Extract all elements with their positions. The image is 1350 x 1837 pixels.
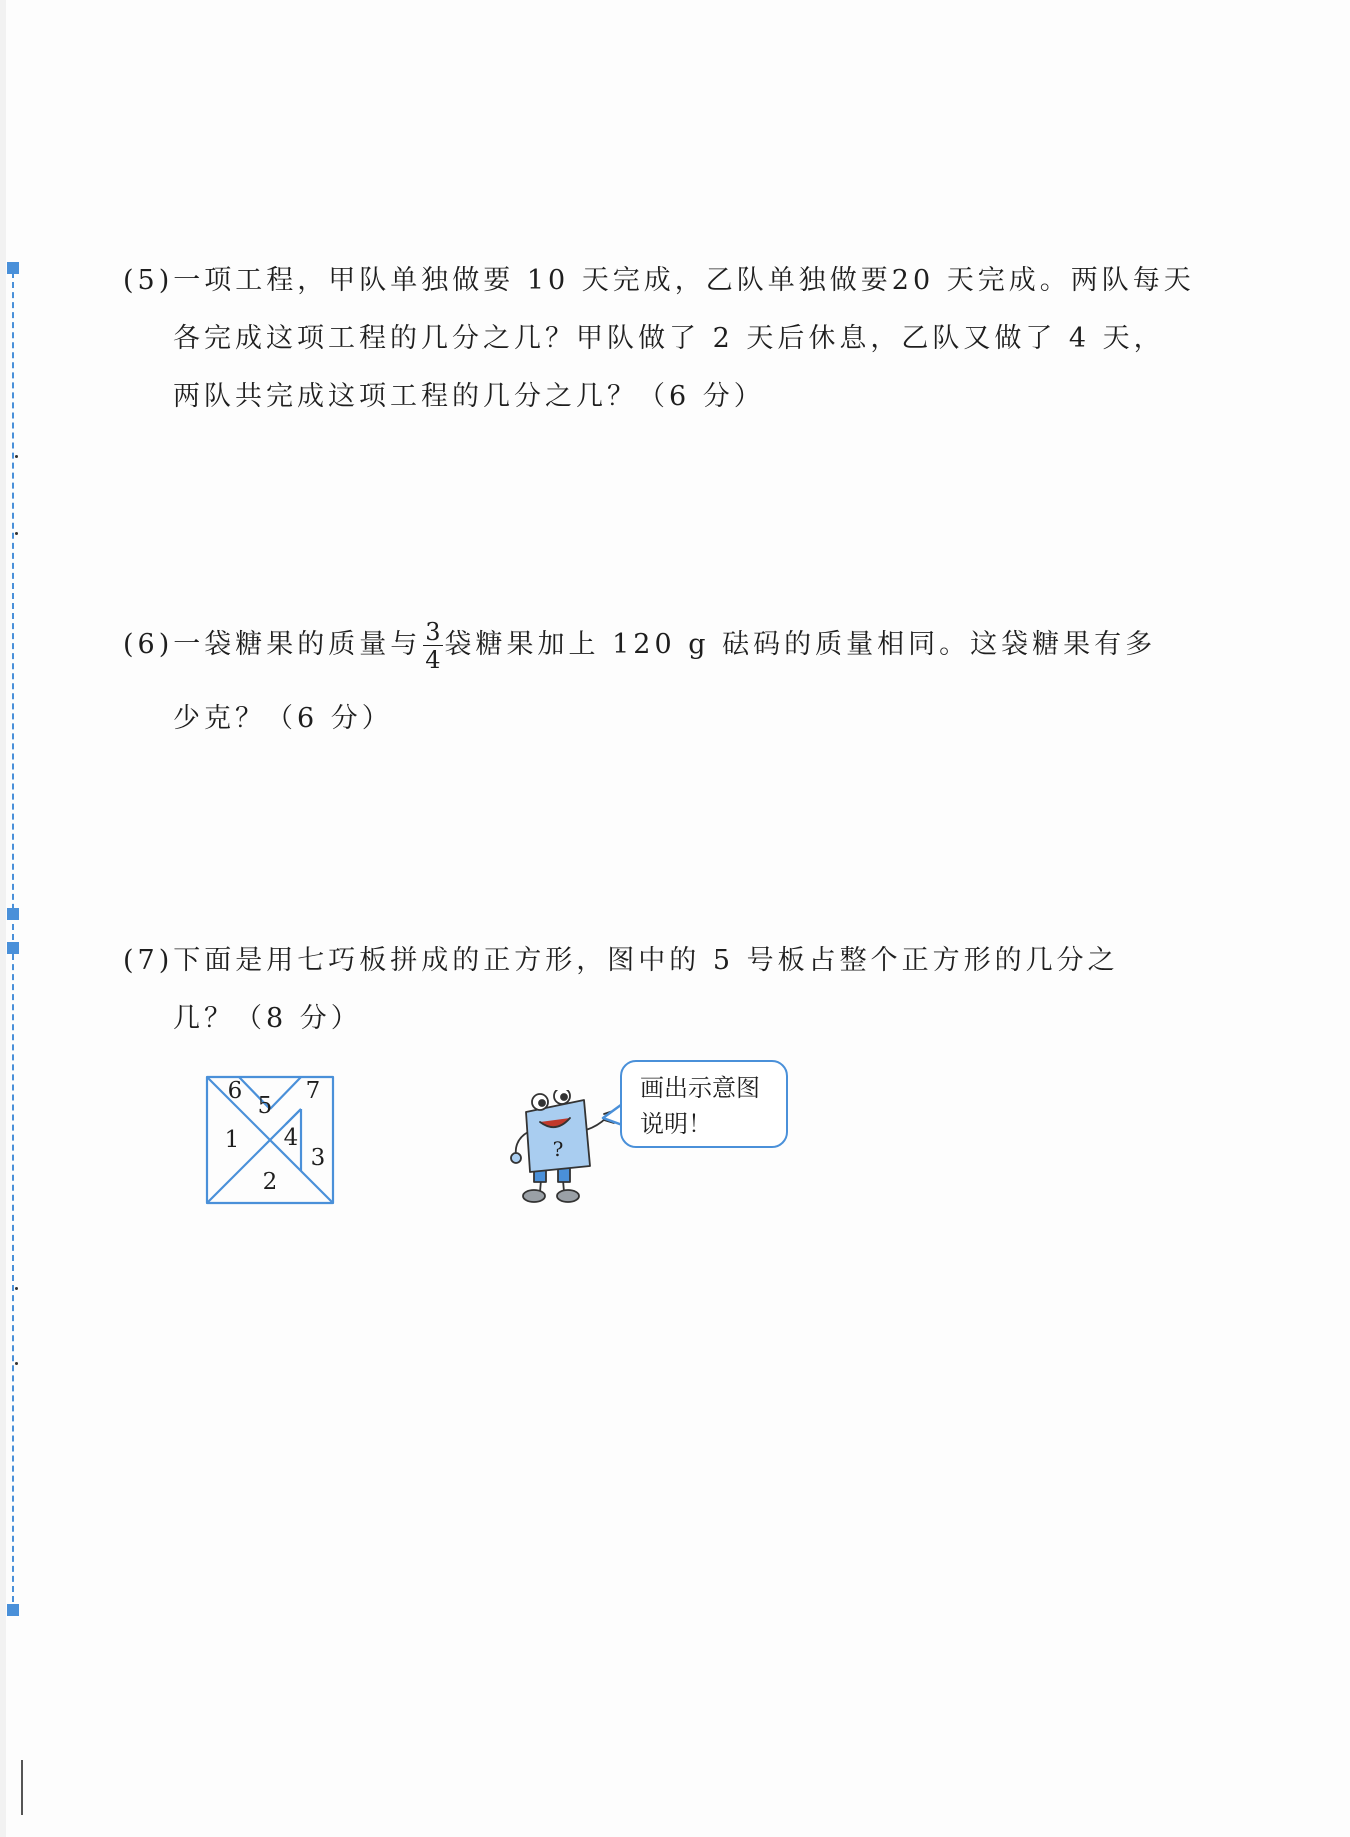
problem-line	[123, 932, 1143, 990]
problem-line	[123, 252, 1195, 310]
problem-number: (7)	[123, 945, 174, 976]
tangram-label: 3	[310, 1145, 326, 1171]
problem-number: (5)	[123, 265, 174, 296]
binding-dot	[15, 1287, 18, 1290]
tangram-label: 6	[227, 1078, 243, 1104]
tangram-label: 4	[283, 1125, 299, 1151]
problem-6	[123, 612, 1157, 752]
tangram-cut-line	[270, 1077, 301, 1109]
problem-line: 少克？（6 分）	[173, 703, 393, 734]
problem-5	[123, 252, 1195, 426]
binding-dot	[15, 455, 18, 458]
fraction-numerator: 3	[425, 617, 441, 646]
problem-text: 一项工程，甲队单独做要 10 天完成，乙队单独做要20 天完成。两队每天	[173, 265, 1195, 296]
binding-mark	[7, 1604, 19, 1616]
problem-line: 各完成这项工程的几分之几？甲队做了 2 天后休息，乙队又做了 4 天，	[173, 323, 1165, 354]
fraction-denominator: 4	[425, 645, 441, 674]
page-left-edge	[0, 0, 6, 1837]
binding-dot	[15, 532, 18, 535]
tangram-label: 7	[305, 1078, 321, 1104]
tangram-cut-line	[286, 1109, 301, 1124]
problem-text: 下面是用七巧板拼成的正方形，图中的 5 号板占整个正方形的几分之	[173, 945, 1119, 976]
tangram-figure	[205, 1075, 335, 1205]
binding-dot	[15, 1362, 18, 1365]
binding-dashed-line	[12, 262, 14, 1612]
binding-mark	[7, 942, 19, 954]
problem-number: (6)	[123, 629, 174, 660]
binding-mark	[7, 908, 19, 920]
problem-text: 袋糖果加上 120 g 砝码的质量相同。这袋糖果有多	[444, 629, 1157, 660]
problem-line: 几？（8 分）	[173, 1003, 362, 1034]
problem-text: 一袋糖果的质量与	[173, 629, 422, 660]
tangram-label: 5	[257, 1093, 273, 1119]
speech-bubble-line: 说明！	[640, 1110, 712, 1138]
page-edge-mark	[21, 1760, 23, 1815]
binding-mark	[7, 262, 19, 274]
problem-line	[123, 612, 1157, 678]
speech-bubble	[620, 1060, 788, 1148]
tangram-label: 2	[262, 1169, 278, 1195]
problem-line: 两队共完成这项工程的几分之几？（6 分）	[173, 381, 765, 412]
speech-bubble-line: 画出示意图	[640, 1074, 760, 1102]
problem-7	[123, 932, 1143, 1048]
tangram-label: 1	[224, 1127, 240, 1153]
mascot-chest-symbol: ?	[552, 1137, 564, 1161]
fraction-three-quarters	[423, 617, 442, 674]
